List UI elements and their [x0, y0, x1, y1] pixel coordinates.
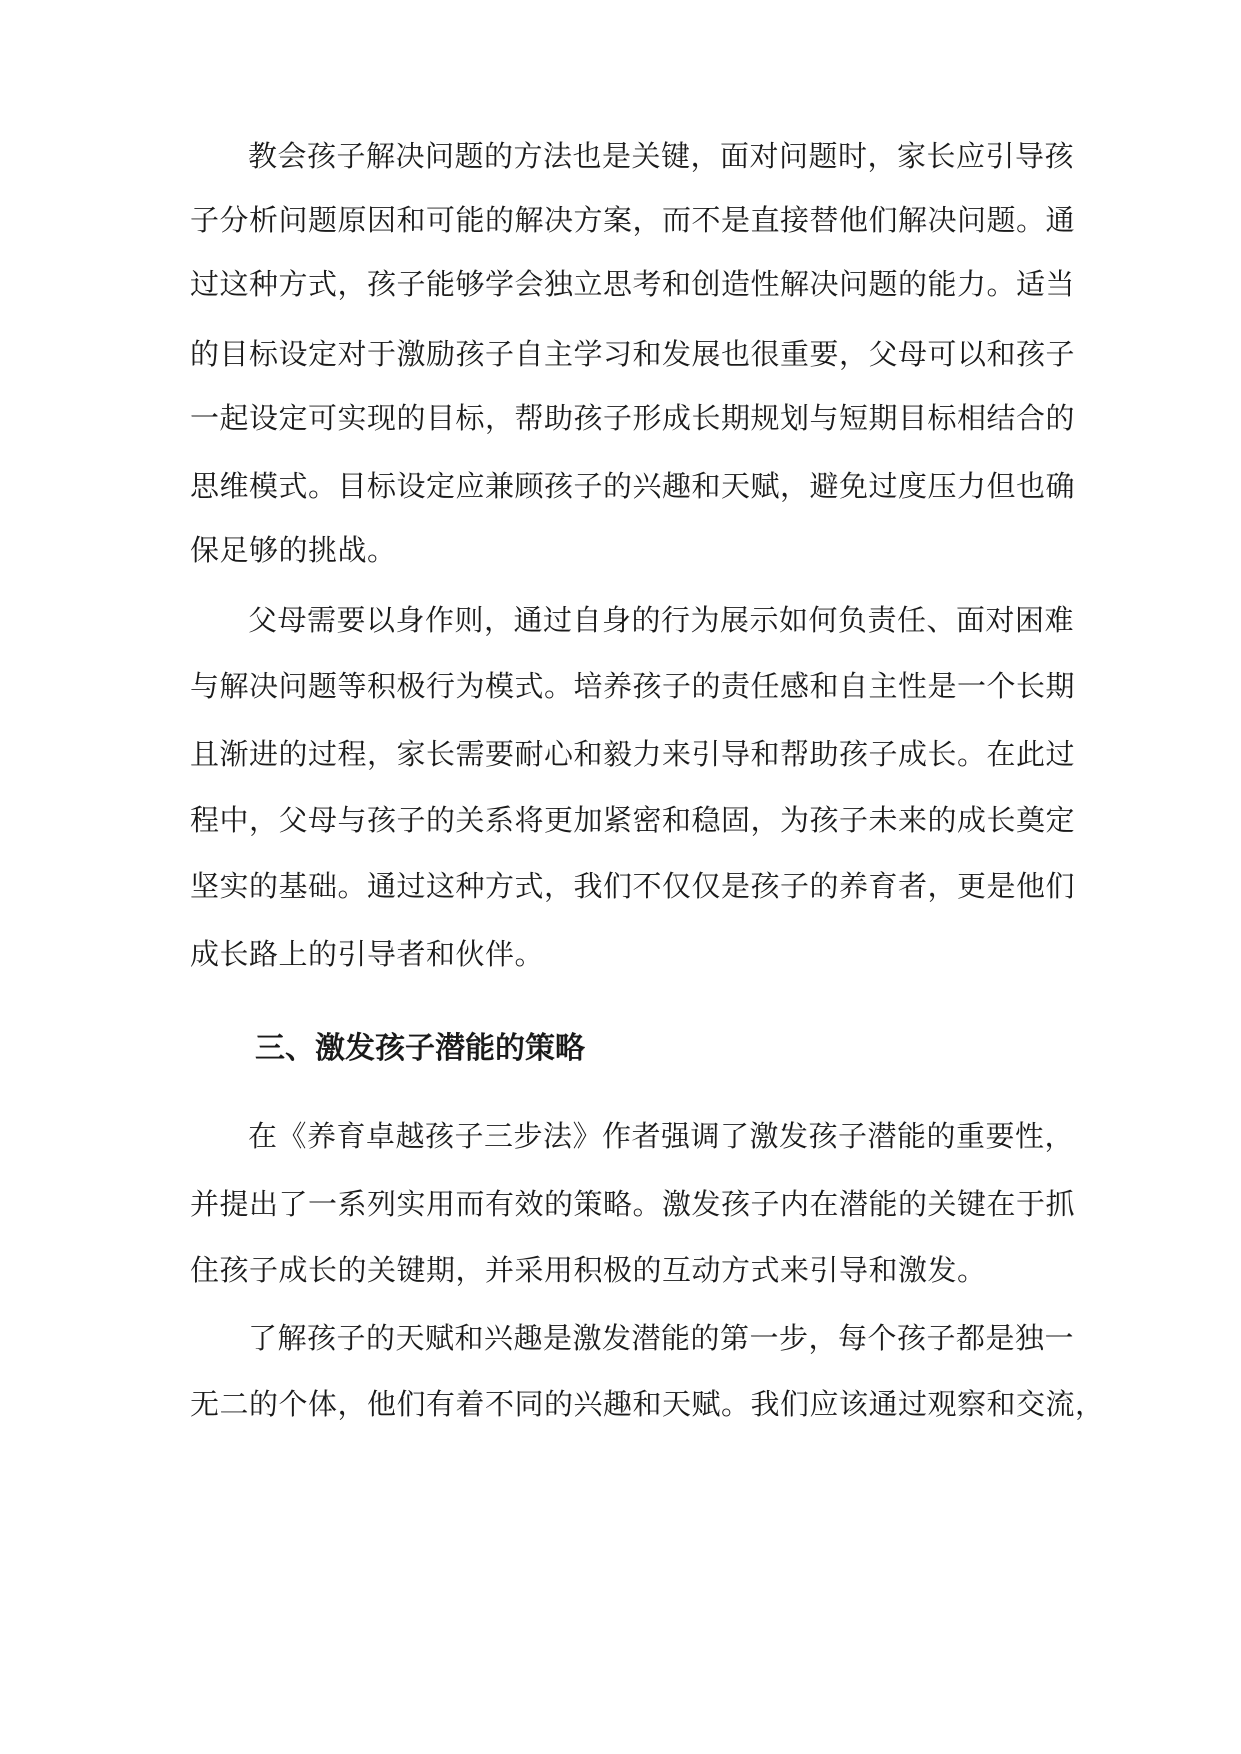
paragraph-2-line-1: 父母需要以身作则，通过自身的行为展示如何负责任、面对困难 — [248, 603, 1075, 637]
paragraph-4-line-2: 无二的个体，他们有着不同的兴趣和天赋。我们应该通过观察和交流， — [190, 1387, 1105, 1421]
paragraph-2-line-3: 且渐进的过程，家长需要耐心和毅力来引导和帮助孩子成长。在此过 — [190, 737, 1076, 771]
section-heading: 三、激发孩子潜能的策略 — [255, 1031, 585, 1066]
paragraph-2-line-2: 与解决问题等积极行为模式。培养孩子的责任感和自主性是一个长期 — [190, 669, 1076, 703]
paragraph-2-line-5: 坚实的基础。通过这种方式，我们不仅仅是孩子的养育者，更是他们 — [190, 869, 1076, 903]
paragraph-2-line-4: 程中，父母与孩子的关系将更加紧密和稳固，为孩子未来的成长奠定 — [190, 803, 1076, 837]
paragraph-1-line-7: 保足够的挑战。 — [190, 533, 397, 567]
paragraph-1-line-1: 教会孩子解决问题的方法也是关键，面对问题时，家长应引导孩 — [248, 139, 1075, 173]
paragraph-3-line-3: 住孩子成长的关键期，并采用积极的互动方式来引导和激发。 — [190, 1253, 987, 1287]
paragraph-2-line-6: 成长路上的引导者和伙伴。 — [190, 937, 545, 971]
paragraph-1-line-6: 思维模式。目标设定应兼顾孩子的兴趣和天赋，避免过度压力但也确 — [190, 469, 1076, 503]
paragraph-3-line-2: 并提出了一系列实用而有效的策略。激发孩子内在潜能的关键在于抓 — [190, 1187, 1076, 1221]
paragraph-1-line-3: 过这种方式，孩子能够学会独立思考和创造性解决问题的能力。适当 — [190, 267, 1076, 301]
paragraph-1-line-5: 一起设定可实现的目标，帮助孩子形成长期规划与短期目标相结合的 — [190, 401, 1076, 435]
paragraph-3-line-1: 在《养育卓越孩子三步法》作者强调了激发孩子潜能的重要性， — [248, 1119, 1075, 1153]
paragraph-4-line-1: 了解孩子的天赋和兴趣是激发潜能的第一步，每个孩子都是独一 — [248, 1321, 1075, 1355]
paragraph-1-line-4: 的目标设定对于激励孩子自主学习和发展也很重要，父母可以和孩子 — [190, 337, 1076, 371]
paragraph-1-line-2: 子分析问题原因和可能的解决方案，而不是直接替他们解决问题。通 — [190, 203, 1076, 237]
